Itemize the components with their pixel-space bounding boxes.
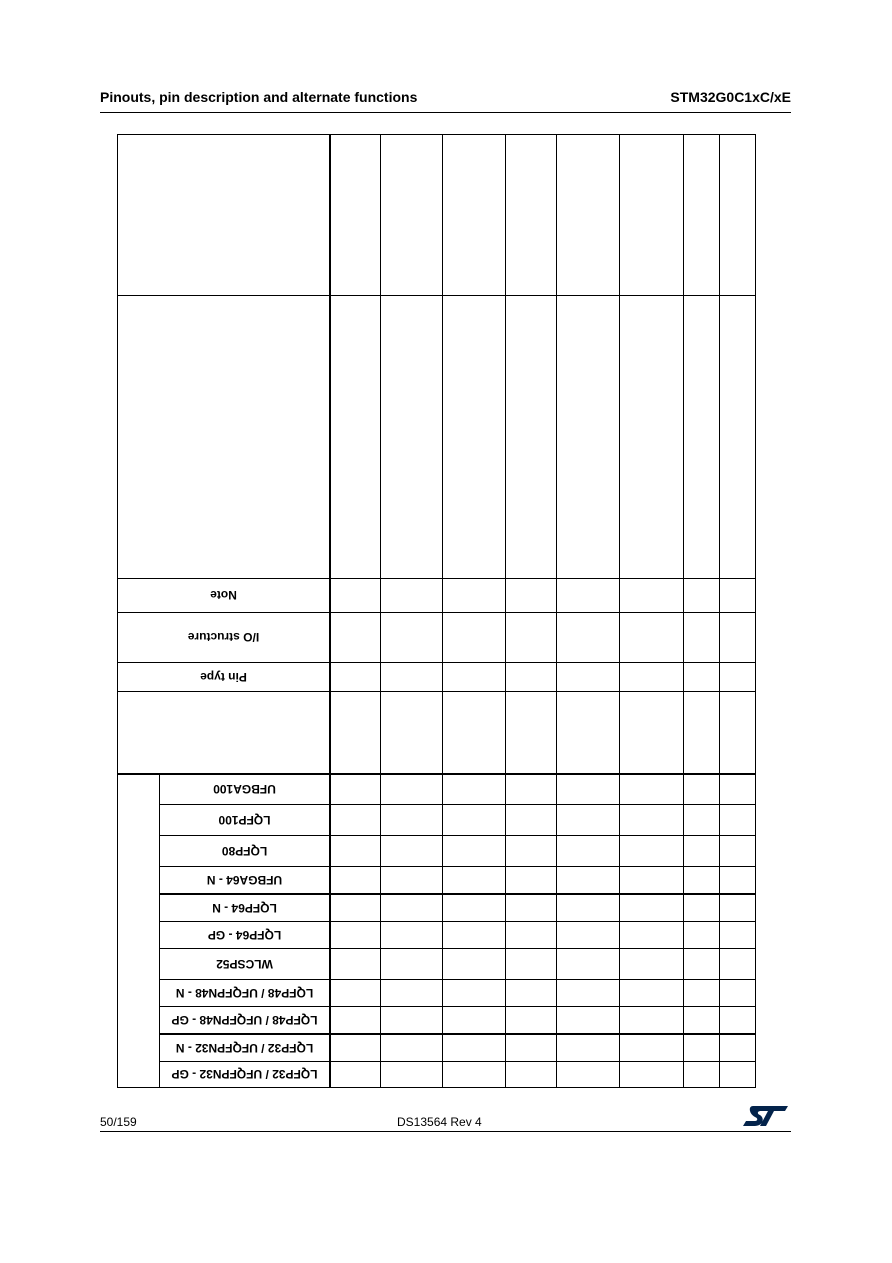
section-title: Pinouts, pin description and alternate functions: [100, 89, 418, 105]
package-label: WLCSP52: [216, 957, 273, 971]
footer-divider: [100, 1131, 791, 1132]
column-divider: [505, 135, 506, 1087]
pin-type-label: Pin type: [200, 670, 247, 684]
note-label: Note: [210, 588, 237, 603]
io-structure-label: I/O structure: [187, 630, 260, 645]
column-divider: [683, 135, 684, 1087]
column-divider: [442, 135, 443, 1087]
package-label: UFBGA100: [213, 782, 276, 797]
package-label: UFBGA64 - N: [206, 873, 283, 887]
row-divider: [118, 295, 755, 296]
package-label: LQFP64 - N: [212, 901, 277, 915]
package-label: LQFP48 / UFQFPN48 - N: [175, 986, 314, 1000]
package-label: LQFP48 / UFQFPN48 - GP: [171, 1013, 318, 1027]
package-label: LQFP100: [218, 813, 271, 827]
column-divider: [556, 135, 557, 1087]
row-divider: [118, 691, 755, 692]
header-divider: [100, 112, 791, 113]
package-label: LQFP32 / UFQFPN32 - GP: [171, 1067, 318, 1082]
product-name: STM32G0C1xC/xE: [670, 89, 791, 105]
page-number: 50/159: [100, 1115, 137, 1129]
column-divider: [619, 135, 620, 1087]
column-divider: [380, 135, 381, 1087]
st-logo-icon: [741, 1104, 789, 1128]
column-divider: [719, 135, 720, 1087]
package-label: LQFP64 - GP: [207, 928, 282, 942]
package-label: LQFP80: [221, 844, 268, 858]
pin-table: [117, 134, 756, 1088]
package-label: LQFP32 / UFQFPN32 - N: [175, 1041, 314, 1055]
column-divider: [329, 135, 331, 1087]
document-reference: DS13564 Rev 4: [397, 1115, 482, 1129]
